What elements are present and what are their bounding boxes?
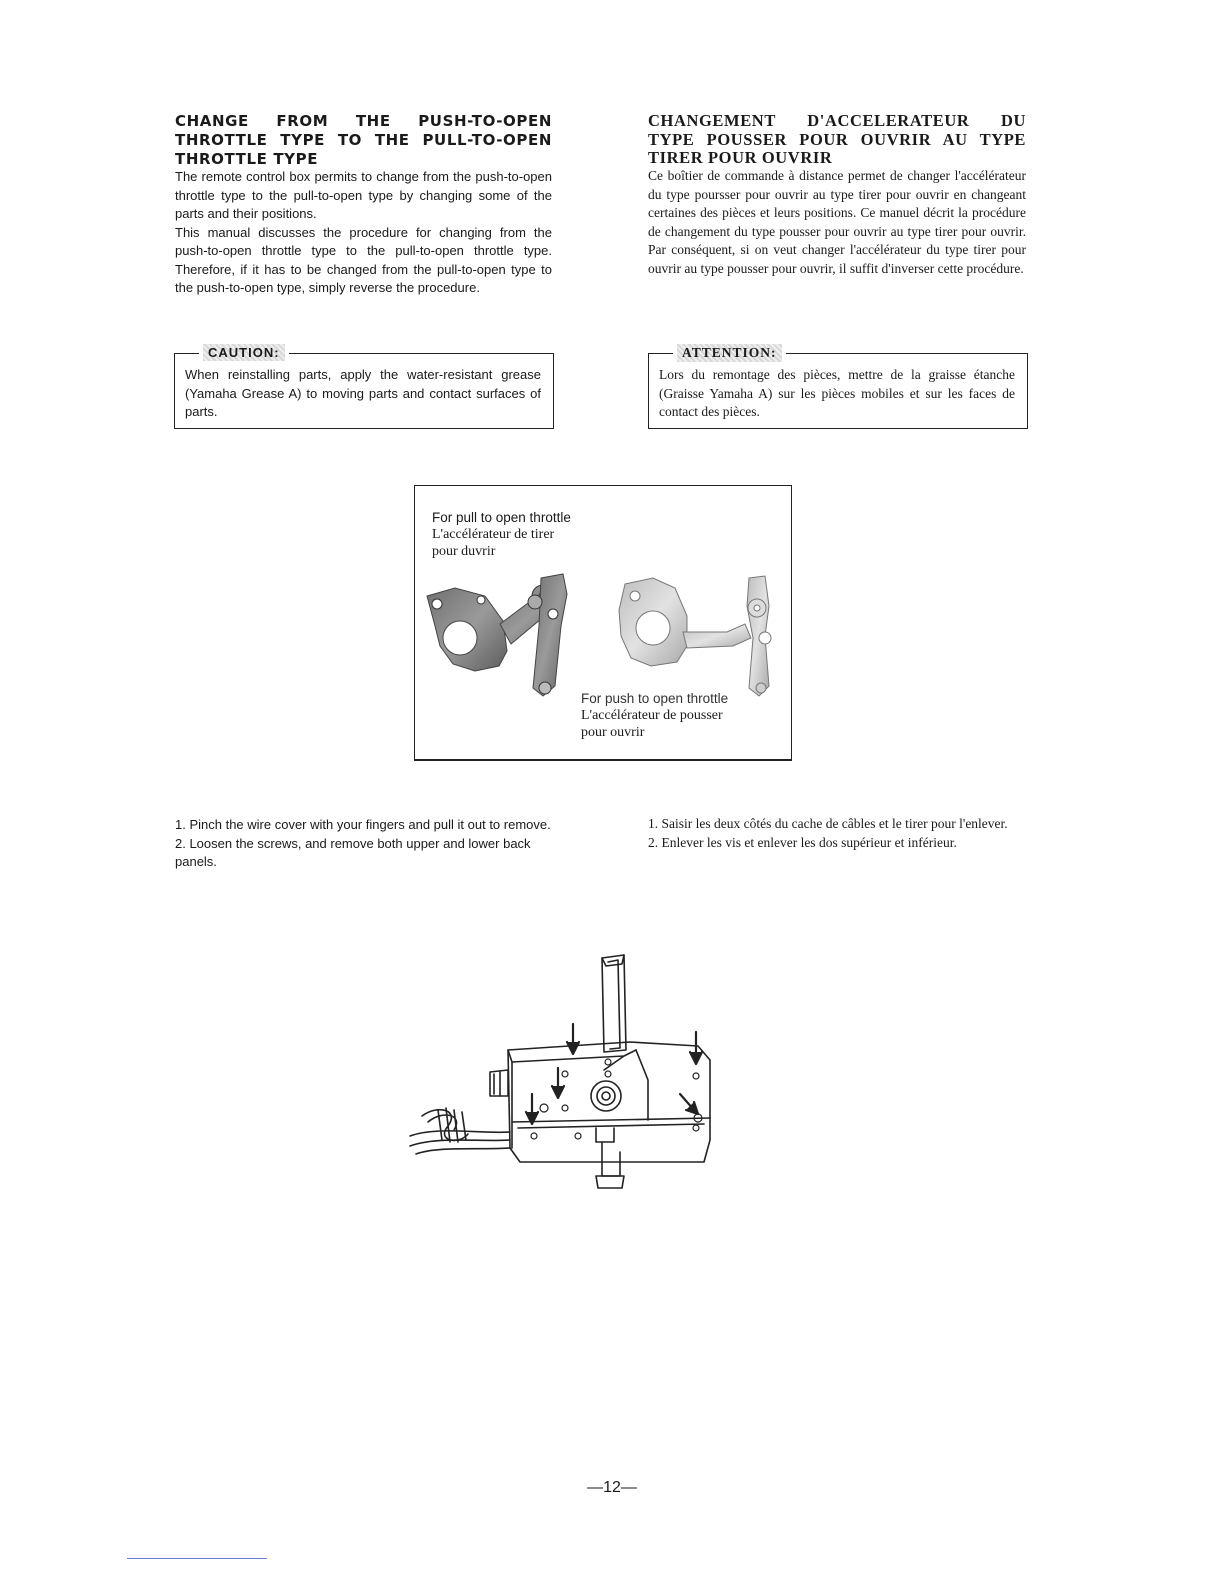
remote-control-box-diagram bbox=[408, 950, 718, 1195]
english-heading-line-3: THROTTLE TYPE bbox=[175, 150, 319, 168]
push-caption-fr-2: pour ouvrir bbox=[581, 725, 645, 740]
french-intro: Ce boîtier de commande à distance permet de changer l'accélérateur du type poursser pour ouvrir au type tirer pour ouvrir en changeant certaines des pièces et leurs positions. Ce manuel décrit la procédure de changement du type pousser pour ouvrir au type tirer pour ouvrir. Par conséquent, si on veut changer l'accélérateur du type tirer pour ouvrir au type pousser pour ouvrir, il suffit d'inverser cette procédure. bbox=[648, 168, 1026, 276]
side-switch bbox=[490, 1070, 508, 1096]
english-intro bbox=[175, 168, 552, 298]
control-lever bbox=[602, 955, 626, 1052]
push-to-open-caption bbox=[581, 690, 731, 741]
attention-label-wrap bbox=[673, 344, 786, 362]
french-step-2: 2. Enlever les vis et enlever les dos supérieur et inférieur. bbox=[648, 834, 957, 850]
french-heading-line-3: TIRER POUR OUVRIR bbox=[648, 148, 833, 167]
attention-label: ATTENTION: bbox=[677, 344, 782, 362]
english-intro-paragraph-1: The remote control box permits to change from the push-to-open throttle type to the pull-to-open type by changing some of the parts and their positions. bbox=[175, 169, 552, 221]
french-heading-line-2: TYPE POUSSER POUR OUVRIR AU TYPE bbox=[648, 129, 1026, 149]
pull-caption-fr-1: L'accélérateur de tirer bbox=[432, 527, 555, 542]
push-caption-fr-1: L'accélérateur de pousser bbox=[581, 708, 723, 723]
attention-text: Lors du remontage des pièces, mettre de la graisse étanche (Graisse Yamaha A) sur les pièces mobiles et sur les faces de contact des pièces. bbox=[659, 367, 1015, 419]
caution-label-wrap bbox=[199, 344, 289, 361]
french-step-1: 1. Saisir les deux côtés du cache de câbles et le tirer pour l'enlever. bbox=[648, 816, 1008, 831]
pull-caption-en: For pull to open throttle bbox=[432, 510, 571, 525]
pull-caption-fr-2: pour duvrir bbox=[432, 544, 496, 559]
attention-box bbox=[648, 345, 1028, 429]
push-caption-en: For push to open throttle bbox=[581, 691, 729, 706]
french-heading bbox=[648, 112, 1026, 168]
english-heading-line-2: THROTTLE TYPE TO THE PULL-TO-OPEN bbox=[175, 131, 552, 149]
cable-bundle bbox=[410, 1108, 510, 1154]
english-step-1: 1. Pinch the wire cover with your fingers and pull it out to remove. bbox=[175, 817, 551, 832]
footer-rule bbox=[127, 1558, 267, 1559]
caution-label: CAUTION: bbox=[203, 344, 285, 361]
page-number: —12— bbox=[587, 1479, 637, 1496]
caution-text: When reinstalling parts, apply the water-resistant grease (Yamaha Grease A) to moving parts and contact surfaces of parts. bbox=[185, 367, 541, 419]
french-steps bbox=[648, 815, 1026, 852]
english-heading-line-1: CHANGE FROM THE PUSH-TO-OPEN bbox=[175, 112, 552, 130]
english-step-2: 2. Loosen the screws, and remove both upper and lower back panels. bbox=[175, 835, 531, 869]
english-intro-paragraph-2: This manual discusses the procedure for changing from the push-to-open throttle type to the pull-to-open throttle type. Therefore, if it has to be changed from the pull-to-open type to the push-to-open type, simply reverse the procedure. bbox=[175, 224, 552, 295]
pull-to-open-arm bbox=[427, 574, 567, 696]
push-to-open-arm bbox=[619, 576, 771, 696]
throttle-figure bbox=[414, 485, 792, 761]
caution-box bbox=[174, 345, 554, 429]
english-steps bbox=[175, 816, 555, 872]
housing bbox=[508, 1042, 710, 1188]
pull-to-open-caption bbox=[432, 509, 571, 560]
french-heading-line-1: CHANGEMENT D'ACCELERATEUR DU bbox=[648, 111, 1026, 130]
english-heading bbox=[175, 112, 552, 169]
